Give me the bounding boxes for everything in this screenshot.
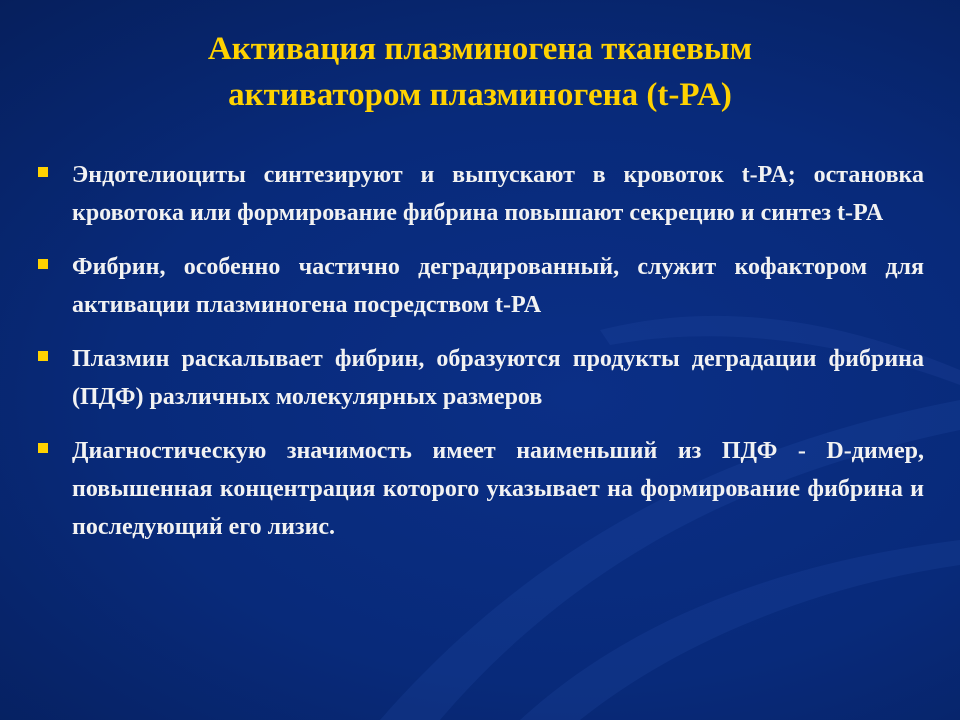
bullet-text: Диагностическую значимость имеет наименьший из ПДФ - D-димер, повышенная концентрация которого указывает на формирование фибрина и последующий его лизис. bbox=[72, 438, 924, 540]
square-bullet-icon bbox=[38, 443, 48, 453]
bullet-list bbox=[36, 156, 924, 562]
title-line-2: активатором плазминогена (t-PA) bbox=[228, 77, 732, 113]
bullet-item bbox=[36, 340, 924, 416]
title-line-1: Активация плазминогена тканевым bbox=[207, 31, 753, 67]
bullet-item bbox=[36, 156, 924, 232]
square-bullet-icon bbox=[38, 259, 48, 269]
slide-title bbox=[40, 26, 920, 118]
bullet-text: Фибрин, особенно частично деградированный, служит кофактором для активации плазминогена посредством t-PA bbox=[72, 254, 924, 318]
square-bullet-icon bbox=[38, 351, 48, 361]
bullet-text: Плазмин раскалывает фибрин, образуются продукты деградации фибрина (ПДФ) различных молекулярных размеров bbox=[72, 346, 924, 410]
bullet-text: Эндотелиоциты синтезируют и выпускают в кровоток t-PA; остановка кровотока или формирование фибрина повышают секрецию и синтез t-PA bbox=[72, 162, 924, 226]
bullet-item bbox=[36, 248, 924, 324]
square-bullet-icon bbox=[38, 167, 48, 177]
bullet-item bbox=[36, 432, 924, 546]
